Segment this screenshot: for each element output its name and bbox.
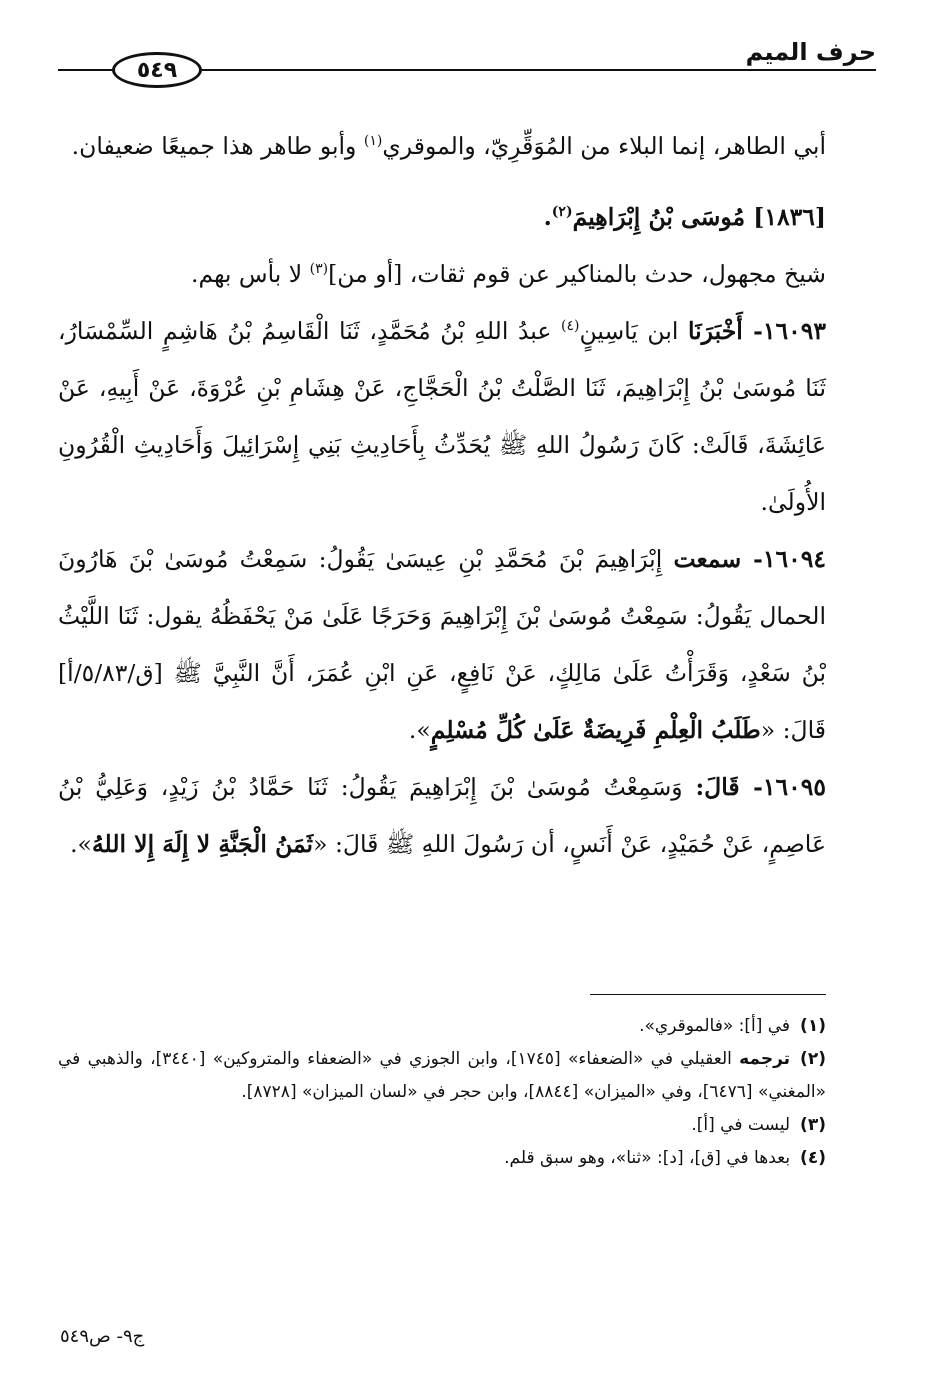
- page-number-badge: ٥٤٩: [112, 52, 202, 88]
- entry-description: شيخ مجهول، حدث بالمناكير عن قوم ثقات، [أو من]$^{(٣)}$ لا بأس بهم.: [190, 260, 826, 288]
- footnote-ref: (٣): [309, 261, 329, 278]
- running-header: حرف الميم: [745, 38, 876, 66]
- volume-page-signature: ج٩- ص٥٤٩: [60, 1326, 145, 1347]
- footnotes: [58, 1010, 826, 1175]
- hadith-16093: ١٦٠٩٣- أَخْبَرَنَا ابن يَاسِينٍ$^{(٤)}$ عبدُ اللهِ بْنُ مُحَمَّدٍ، ثَنَا الْقَاسِمُ بْنُ هَاشِمٍ السِّمْسَارُ، ثَنَا مُوسَىٰ بْنُ إِبْرَاهِيمَ، ثَنَا الصَّلْتُ بْنُ الْحَجَّاجِ، عَنْ هِشَامِ بْنِ عُرْوَةَ، عَنْ أَبِيهِ، عَنْ عَائِشَةَ، قَالَتْ: كَانَ رَسُولُ اللهِ ﷺ يُحَدِّثُ بِأَحَادِيثِ بَنِي إِسْرَائِيلَ وَأَحَادِيثِ الْقُرُونِ الأُولَىٰ.: [58, 317, 826, 516]
- entry-heading: [١٨٣٦] مُوسَى بْنُ إِبْرَاهِيمَ$^{(٢)}$.: [543, 203, 826, 231]
- hadith-number: ١٦٠٩٥-: [753, 773, 826, 801]
- footnote-ref: (١): [363, 133, 383, 150]
- footnote-3: (٣)ليست في [أ].: [691, 1115, 826, 1135]
- footnote-4: (٤)بعدها في [ق]، [د]: «ثنا»، وهو سبق قلم.: [504, 1148, 826, 1168]
- hadith-quote: طَلَبُ الْعِلْمِ فَرِيضَةٌ عَلَىٰ كُلِّ مُسْلِمٍ: [430, 716, 761, 744]
- footnote-1: (١)في [أ]: «فالموقري».: [639, 1016, 826, 1036]
- footnote-rule: [590, 994, 826, 995]
- footnote-ref: (٢): [551, 204, 573, 221]
- footnote-2: (٢)ترجمه العقيلي في «الضعفاء» [١٧٤٥]، وابن الجوزي في «الضعفاء والمتروكين» [٣٤٤٠]، والذهبي في «المغني» [٦٤٧٦]، وفي «الميزان» [٨٨٤٤]، وابن حجر في «لسان الميزان» [٨٧٢٨].: [58, 1049, 826, 1102]
- hadith-quote: ثَمَنُ الْجَنَّةِ لا إِلَهَ إِلا اللهُ: [91, 830, 314, 858]
- hadith-number: ١٦٠٩٤-: [753, 545, 826, 573]
- paragraph-continuation: أبي الطاهر، إنما البلاء من المُوَقِّرِيّ، والموقري$^{(١)}$ وأبو طاهر هذا جميعًا ضعيفان.: [71, 132, 826, 160]
- hadith-number: ١٦٠٩٣-: [753, 317, 826, 345]
- hadith-16095: ١٦٠٩٥- قَالَ: وَسَمِعْتُ مُوسَىٰ بْنَ إِبْرَاهِيمَ يَقُولُ: ثَنَا حَمَّادُ بْنُ زَيْدٍ، وَعَلِيُّ بْنُ عَاصِمٍ، عَنْ حُمَيْدٍ، عَنْ أَنَسٍ، أن رَسُولَ اللهِ ﷺ قَالَ: «ثَمَنُ الْجَنَّةِ لا إِلَهَ إِلا اللهُ».: [58, 773, 826, 858]
- main-text: [58, 118, 826, 873]
- hadith-16094: ١٦٠٩٤- سمعت إِبْرَاهِيمَ بْنَ مُحَمَّدِ بْنِ عِيسَىٰ يَقُولُ: سَمِعْتُ مُوسَىٰ بْنَ هَارُونَ الحمال يَقُولُ: سَمِعْتُ مُوسَىٰ بْنَ إِبْرَاهِيمَ وَحَرَجًا عَلَىٰ مَنْ يَحْفَظُهُ يقول: ثَنَا اللَّيْثُ بْنُ سَعْدٍ، وَقَرَأْتُ عَلَىٰ مَالِكٍ، عَنْ نَافِعٍ، عَنِ ابْنِ عُمَرَ، أَنَّ النَّبِيَّ ﷺ [ق/٥/٨٣/أ] قَالَ: «طَلَبُ الْعِلْمِ فَرِيضَةٌ عَلَىٰ كُلِّ مُسْلِمٍ».: [58, 545, 826, 744]
- footnote-ref: (٤): [561, 318, 580, 335]
- entry-name: مُوسَى بْنُ إِبْرَاهِيمَ: [572, 203, 754, 231]
- entry-number: [١٨٣٦]: [753, 203, 826, 231]
